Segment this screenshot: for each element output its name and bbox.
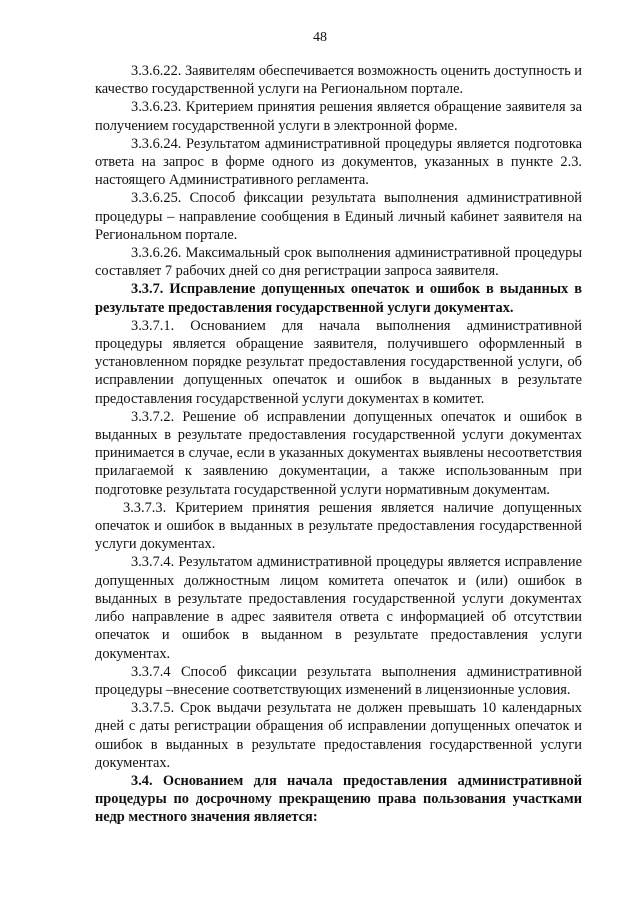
paragraph-3-3-7-3: 3.3.7.3. Критерием принятия решения является наличие допущенных опечаток и ошибок в выданных в результате предоставления государственной услуги документах. xyxy=(95,499,582,553)
page-number: 48 xyxy=(313,30,327,45)
paragraph-3-3-7-4-result: 3.3.7.4. Результатом административной процедуры является исправление допущенных должностным лицом комитета опечаток и (или) ошибок в выданных в результате предоставления государственной услуги документах либо направление в адрес заявителя ответа с информацией об отсутствии опечаток и ошибок в выданном в результате предоставления услуги документах. xyxy=(95,554,582,662)
section-heading-3-3-7: 3.3.7. Исправление допущенных опечаток и ошибок в выданных в результате предоставления государственной услуги документах. xyxy=(95,281,582,316)
document-body xyxy=(95,62,582,827)
paragraph-3-3-7-5: 3.3.7.5. Срок выдачи результата не должен превышать 10 календарных дней с даты регистрации обращения об исправлении допущенных опечаток и ошибок в выданных в результате предоставления государственной услуги документах. xyxy=(95,700,582,771)
paragraph-3-3-7-4-fixation: 3.3.7.4 Способ фиксации результата выполнения административной процедуры –внесение соответствующих изменений в лицензионные условия. xyxy=(95,663,582,698)
paragraph-3-3-6-23: 3.3.6.23. Критерием принятия решения является обращение заявителя за получением государственной услуги в электронной форме. xyxy=(95,99,582,134)
paragraph-3-3-6-26: 3.3.6.26. Максимальный срок выполнения административной процедуры составляет 7 рабочих дней со дня регистрации запроса заявителя. xyxy=(95,245,582,280)
paragraph-3-3-7-2: 3.3.7.2. Решение об исправлении допущенных опечаток и ошибок в выданных в результате предоставления государственной услуги документах принимается в случае, если в указанных документах выявлены несоответствия прилагаемой к заявлению документации, а также использованным при подготовке результата государственной услуги нормативным документам. xyxy=(95,408,582,498)
paragraph-3-3-6-24: 3.3.6.24. Результатом административной процедуры является подготовка ответа на запрос в форме одного из документов, указанных в пункте 2.3. настоящего Административного регламента. xyxy=(95,135,582,189)
section-heading-3-4: 3.4. Основанием для начала предоставления административной процедуры по досрочному прекращению права пользования участками недр местного значения является: xyxy=(95,772,582,826)
paragraph-3-3-6-22: 3.3.6.22. Заявителям обеспечивается возможность оценить доступность и качество государственной услуги на Региональном портале. xyxy=(95,63,582,98)
paragraph-3-3-6-25: 3.3.6.25. Способ фиксации результата выполнения административной процедуры – направление сообщения в Единый личный кабинет заявителя на Региональном портале. xyxy=(95,190,582,243)
paragraph-3-3-7-1: 3.3.7.1. Основанием для начала выполнения административной процедуры является обращение заявителя, получившего оформленный в установленном порядке результат предоставления государственной услуги, об исправлении допущенных опечаток и ошибок в выданных в результате предоставления государственной услуги документах в комитет. xyxy=(95,317,582,407)
